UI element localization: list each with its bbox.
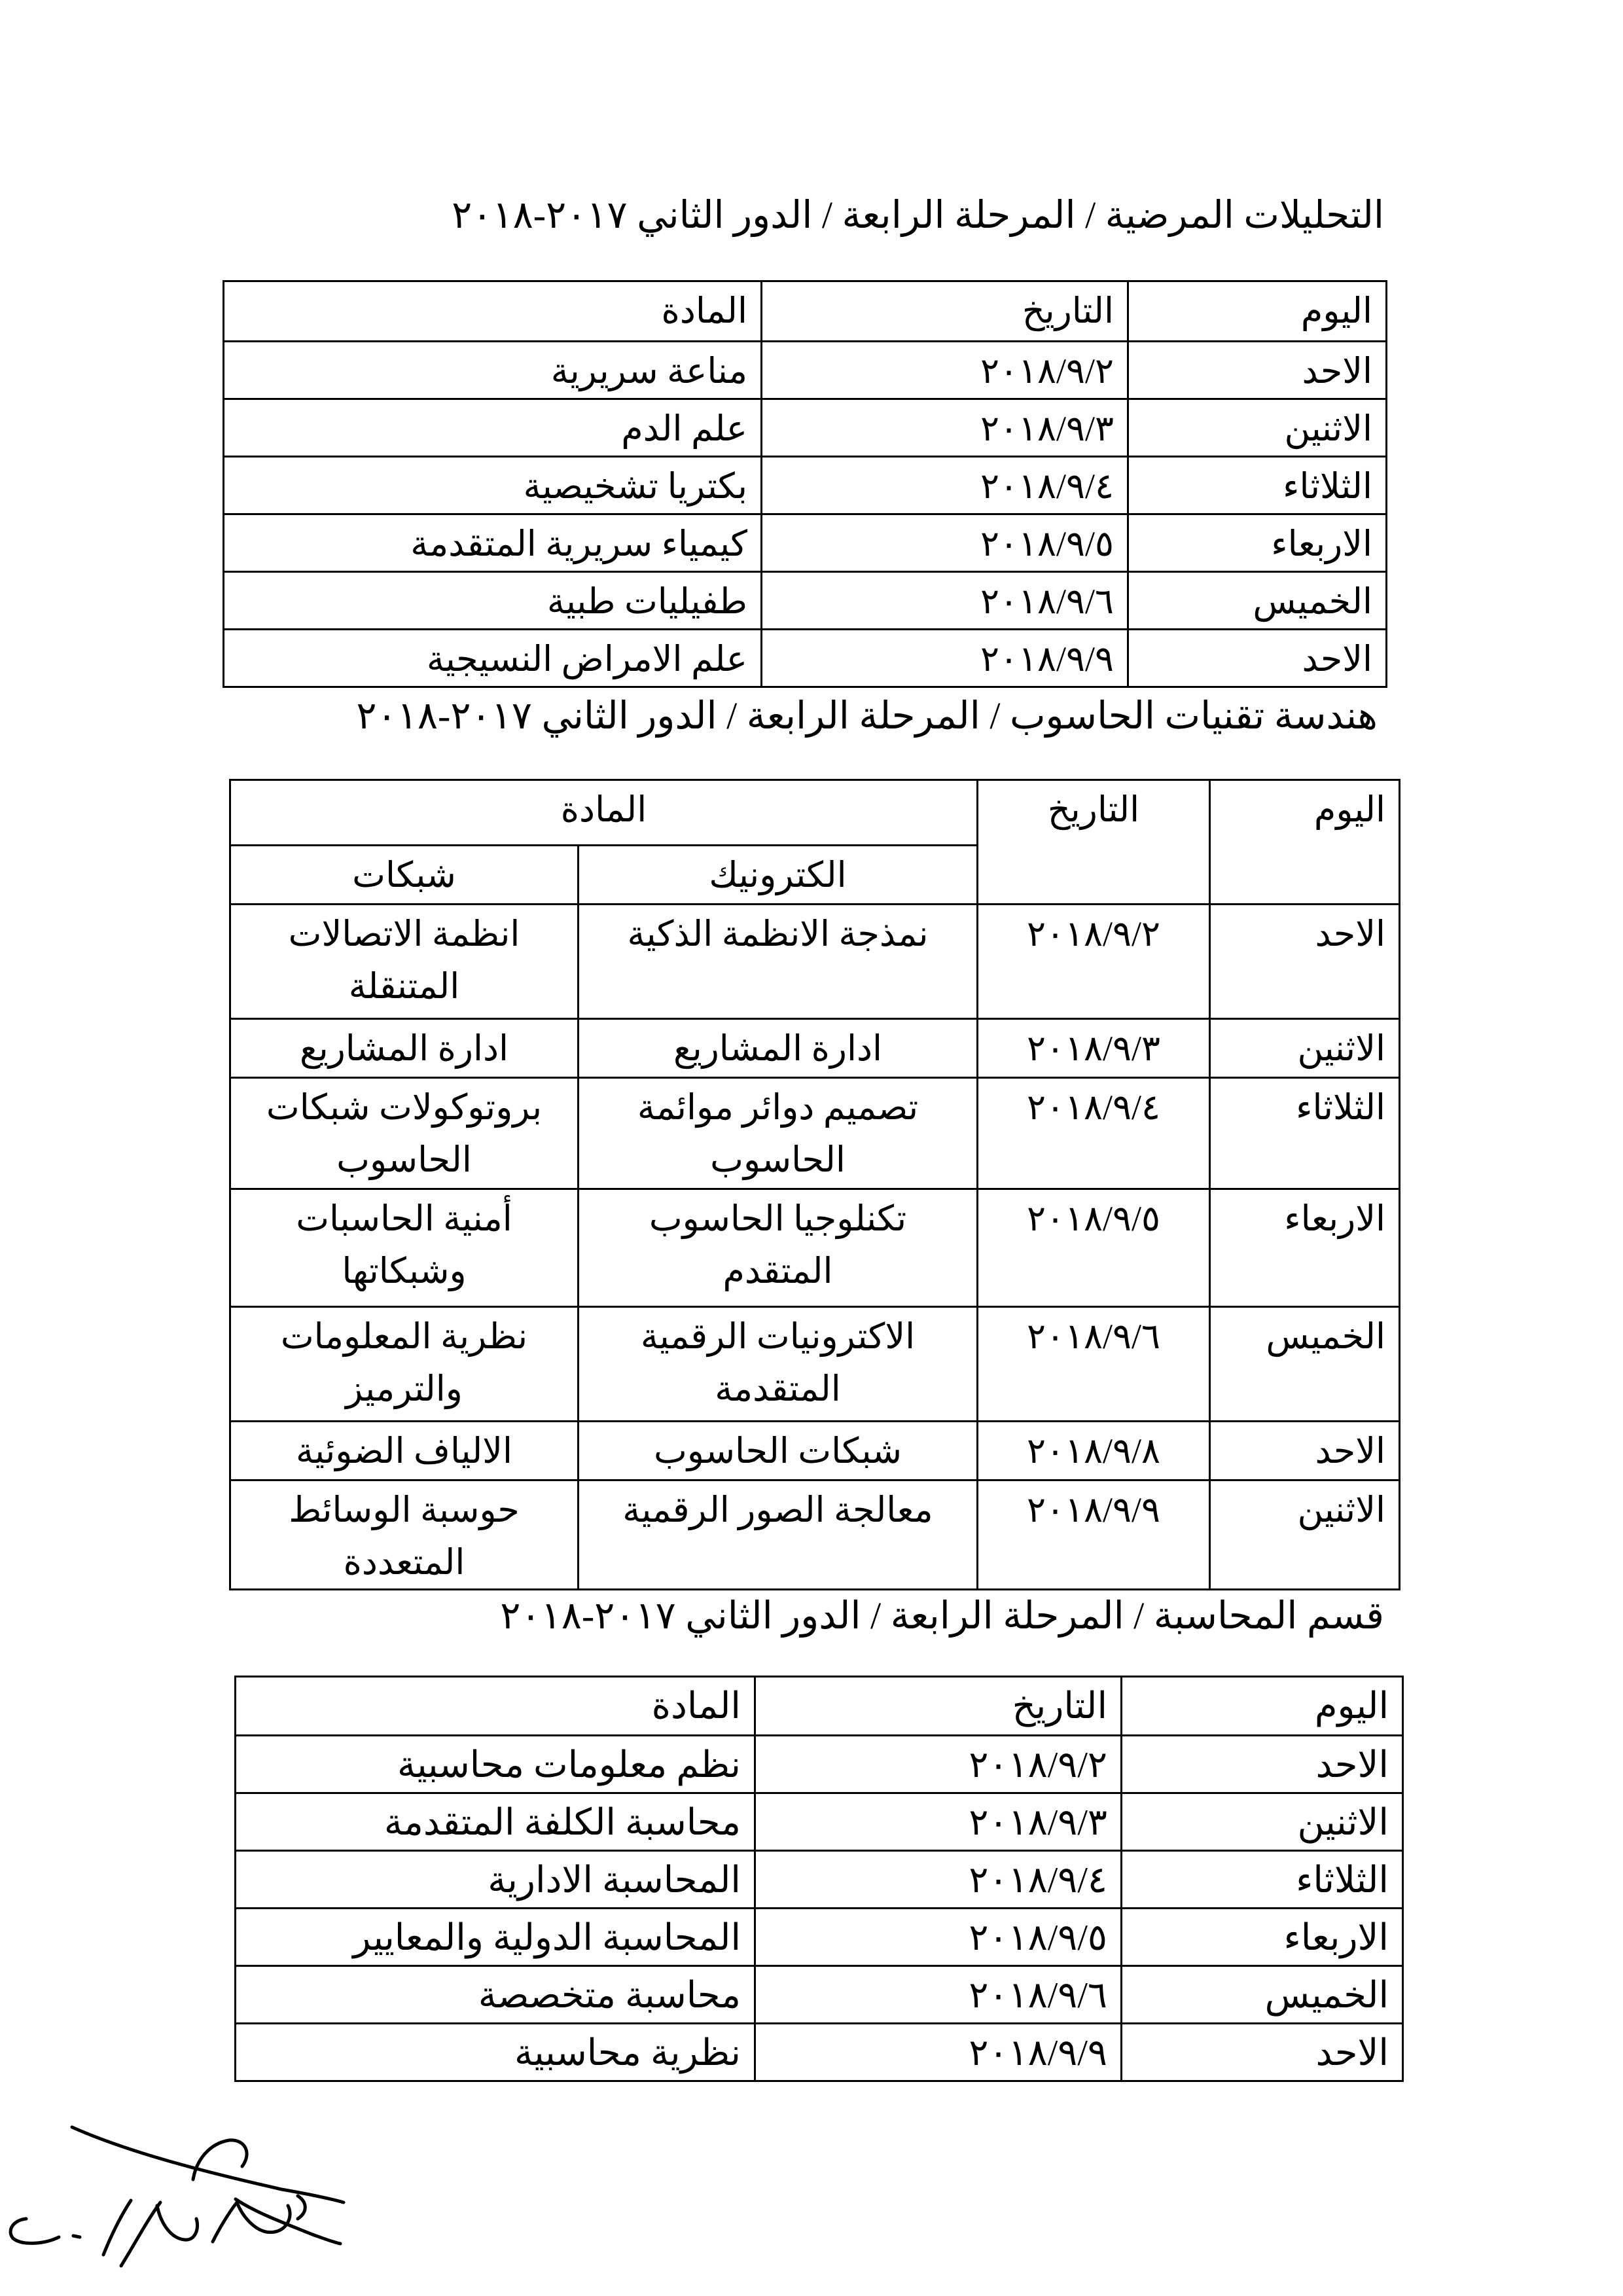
day-cell: الاحد	[1122, 1736, 1403, 1793]
header-subject: المادة	[224, 281, 762, 342]
date-cell: ٢٠١٨/٩/٢	[978, 905, 1210, 1019]
date-cell: ٢٠١٨/٩/٣	[755, 1793, 1122, 1851]
networks-subject-cell: نظرية المعلومات والترميز	[230, 1307, 579, 1422]
date-cell: ٢٠١٨/٩/٨	[978, 1422, 1210, 1480]
table-row	[230, 1480, 1400, 1590]
day-cell: الاحد	[1122, 2024, 1403, 2081]
table-row	[224, 630, 1387, 687]
date-cell: ٢٠١٨/٩/٣	[978, 1019, 1210, 1078]
date-cell: ٢٠١٨/٩/٥	[755, 1909, 1122, 1966]
table-row	[224, 342, 1387, 399]
subject-cell: علم الامراض النسيجية	[224, 630, 762, 687]
electronics-subject-cell: الاكترونيات الرقمية المتقدمة	[579, 1307, 978, 1422]
section2-title: هندسة تقنيات الحاسوب / المرحلة الرابعة / الدور الثاني ٢٠١٧-٢٠١٨	[356, 694, 1378, 737]
computer-engineering-exam-table	[229, 779, 1400, 1590]
header-day: اليوم	[1122, 1677, 1403, 1736]
day-cell: الثلاثاء	[1128, 457, 1387, 514]
table-row	[230, 1078, 1400, 1189]
networks-subject-cell: أمنية الحاسبات وشبكاتها	[230, 1189, 579, 1307]
networks-subject-cell: بروتوكولات شبكات الحاسوب	[230, 1078, 579, 1189]
subject-cell: طفيليات طبية	[224, 572, 762, 630]
subject-cell: نظرية محاسبية	[236, 2024, 755, 2081]
subject-cell: كيمياء سريرية المتقدمة	[224, 514, 762, 572]
table-row	[236, 2024, 1403, 2081]
table-row	[230, 1189, 1400, 1307]
table-row	[224, 572, 1387, 630]
subject-cell: محاسبة متخصصة	[236, 1966, 755, 2024]
electronics-subject-cell: ادارة المشاريع	[579, 1019, 978, 1078]
date-cell: ٢٠١٨/٩/٩	[762, 630, 1128, 687]
header-day: اليوم	[1210, 780, 1400, 905]
table-row	[224, 399, 1387, 457]
day-cell: الاثنين	[1122, 1793, 1403, 1851]
day-cell: الخميس	[1122, 1966, 1403, 2024]
section3-title: قسم المحاسبة / المرحلة الرابعة / الدور الثاني ٢٠١٧-٢٠١٨	[500, 1594, 1384, 1637]
header-date: التاريخ	[755, 1677, 1122, 1736]
table-row	[230, 1019, 1400, 1078]
networks-subject-cell: انظمة الاتصالات المتنقلة	[230, 905, 579, 1019]
subject-cell: المحاسبة الدولية والمعايير	[236, 1909, 755, 1966]
day-cell: الخميس	[1128, 572, 1387, 630]
table-row	[236, 1793, 1403, 1851]
day-cell: الاربعاء	[1128, 514, 1387, 572]
section1-title: التحليلات المرضية / المرحلة الرابعة / الدور الثاني ٢٠١٧-٢٠١٨	[452, 194, 1384, 236]
header-day: اليوم	[1128, 281, 1387, 342]
day-cell: الاثنين	[1210, 1480, 1400, 1590]
date-cell: ٢٠١٨/٩/٤	[762, 457, 1128, 514]
date-cell: ٢٠١٨/٩/٤	[978, 1078, 1210, 1189]
table-row	[224, 514, 1387, 572]
subject-cell: مناعة سريرية	[224, 342, 762, 399]
day-cell: الثلاثاء	[1122, 1851, 1403, 1909]
day-cell: الاربعاء	[1122, 1909, 1403, 1966]
header-date: التاريخ	[762, 281, 1128, 342]
date-cell: ٢٠١٨/٩/٤	[755, 1851, 1122, 1909]
date-cell: ٢٠١٨/٩/٦	[762, 572, 1128, 630]
electronics-subject-cell: نمذجة الانظمة الذكية	[579, 905, 978, 1019]
date-cell: ٢٠١٨/٩/٦	[755, 1966, 1122, 2024]
date-cell: ٢٠١٨/٩/٢	[755, 1736, 1122, 1793]
table-row	[230, 905, 1400, 1019]
subject-cell: نظم معلومات محاسبية	[236, 1736, 755, 1793]
table-header-row	[230, 780, 1400, 846]
electronics-subject-cell: تكنلوجيا الحاسوب المتقدم	[579, 1189, 978, 1307]
subject-cell: محاسبة الكلفة المتقدمة	[236, 1793, 755, 1851]
table-row	[236, 1966, 1403, 2024]
day-cell: الاحد	[1128, 630, 1387, 687]
table-row	[230, 1307, 1400, 1422]
subject-cell: المحاسبة الادارية	[236, 1851, 755, 1909]
table-header-row	[236, 1677, 1403, 1736]
networks-subject-cell: الالياف الضوئية	[230, 1422, 579, 1480]
table-row	[224, 457, 1387, 514]
header-subject: المادة	[236, 1677, 755, 1736]
table-row	[236, 1736, 1403, 1793]
header-networks: شبكات	[230, 846, 579, 905]
subject-cell: بكتريا تشخيصية	[224, 457, 762, 514]
networks-subject-cell: ادارة المشاريع	[230, 1019, 579, 1078]
date-cell: ٢٠١٨/٩/٥	[762, 514, 1128, 572]
day-cell: الاثنين	[1210, 1019, 1400, 1078]
electronics-subject-cell: تصميم دوائر موائمة الحاسوب	[579, 1078, 978, 1189]
electronics-subject-cell: شبكات الحاسوب	[579, 1422, 978, 1480]
table-row	[230, 1422, 1400, 1480]
day-cell: الاحد	[1210, 905, 1400, 1019]
header-date: التاريخ	[978, 780, 1210, 905]
table-row	[236, 1851, 1403, 1909]
accounting-exam-table	[234, 1676, 1404, 2082]
subject-cell: علم الدم	[224, 399, 762, 457]
day-cell: الاحد	[1128, 342, 1387, 399]
date-cell: ٢٠١٨/٩/٥	[978, 1189, 1210, 1307]
day-cell: الخميس	[1210, 1307, 1400, 1422]
date-cell: ٢٠١٨/٩/٩	[755, 2024, 1122, 2081]
date-cell: ٢٠١٨/٩/٢	[762, 342, 1128, 399]
header-electronics: الكترونيك	[579, 846, 978, 905]
day-cell: الاحد	[1210, 1422, 1400, 1480]
pathology-exam-table	[223, 280, 1387, 688]
table-row	[236, 1909, 1403, 1966]
day-cell: الاثنين	[1128, 399, 1387, 457]
electronics-subject-cell: معالجة الصور الرقمية	[579, 1480, 978, 1590]
table-header-row	[224, 281, 1387, 342]
date-cell: ٢٠١٨/٩/٣	[762, 399, 1128, 457]
day-cell: الاربعاء	[1210, 1189, 1400, 1307]
handwritten-signature	[0, 2081, 406, 2291]
header-subject: المادة	[230, 780, 978, 846]
date-cell: ٢٠١٨/٩/٦	[978, 1307, 1210, 1422]
date-cell: ٢٠١٨/٩/٩	[978, 1480, 1210, 1590]
networks-subject-cell: حوسبة الوسائط المتعددة	[230, 1480, 579, 1590]
day-cell: الثلاثاء	[1210, 1078, 1400, 1189]
